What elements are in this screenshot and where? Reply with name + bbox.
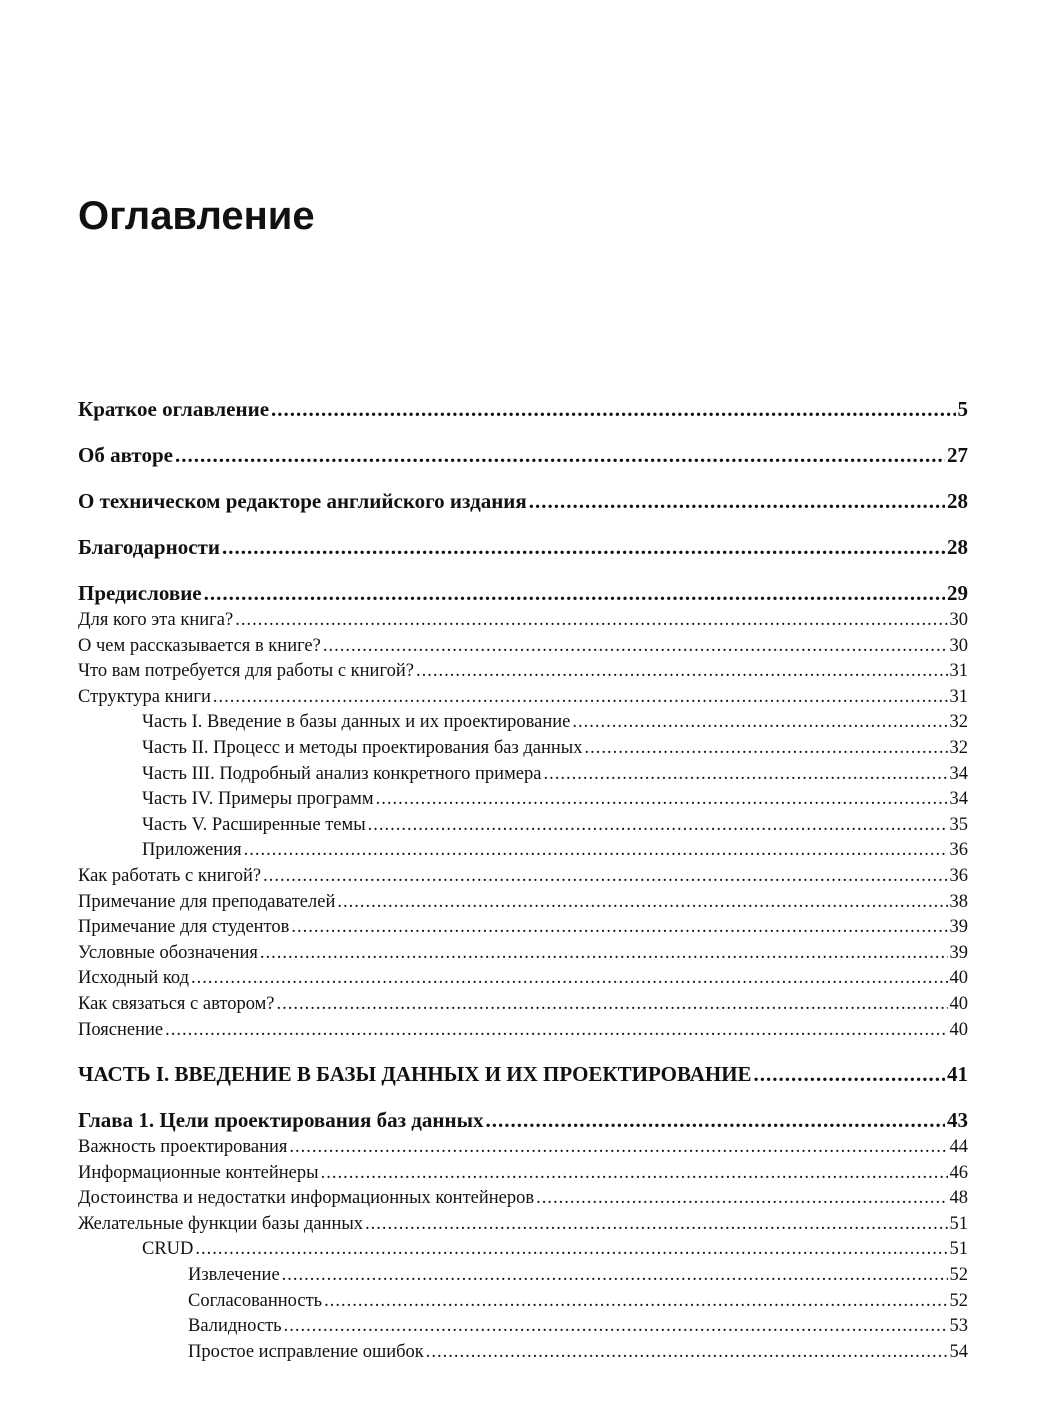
toc-entry-page-number: 52 (949, 1290, 968, 1311)
toc-dot-leader (263, 864, 947, 890)
toc-entry[interactable] (78, 394, 968, 424)
toc-dot-leader (271, 394, 955, 424)
toc-dot-leader (260, 941, 948, 967)
toc-entry[interactable] (78, 440, 968, 470)
toc-entry-page-number: 28 (947, 535, 968, 559)
toc-dot-leader (485, 1105, 945, 1135)
toc-entry-title: Извлечение (188, 1265, 280, 1286)
table-of-contents (78, 394, 968, 1365)
toc-entry-page-number: 30 (949, 610, 968, 630)
toc-entry-page-number: 32 (949, 737, 968, 758)
toc-entry-title: Об авторе (78, 443, 173, 467)
toc-dot-leader (368, 813, 948, 839)
toc-dot-leader (204, 578, 945, 608)
toc-entry[interactable] (78, 1186, 968, 1212)
toc-entry-page-number: 36 (949, 865, 968, 886)
toc-entry-page-number: 48 (949, 1188, 968, 1209)
toc-dot-leader (191, 966, 947, 992)
toc-entry-page-number: 31 (949, 661, 968, 682)
toc-dot-leader (284, 1314, 948, 1340)
page-title: Оглавление (78, 194, 315, 238)
toc-entry[interactable] (78, 608, 968, 634)
toc-entry-page-number: 34 (949, 789, 968, 810)
toc-entry[interactable] (78, 1059, 968, 1089)
toc-entry[interactable] (78, 659, 968, 685)
toc-dot-leader (321, 1161, 948, 1187)
toc-entry[interactable] (78, 1135, 968, 1161)
toc-dot-leader (572, 710, 947, 736)
toc-entry-title: Что вам потребуется для работы с книгой? (78, 661, 414, 682)
toc-entry-title: Желательные функции базы данных (78, 1213, 364, 1234)
toc-dot-leader (213, 685, 948, 711)
toc-dot-leader (324, 1289, 947, 1315)
toc-entry-page-number: 43 (947, 1108, 968, 1133)
toc-entry-title: Согласованность (188, 1290, 323, 1311)
toc-entry-page-number: 52 (949, 1265, 968, 1286)
toc-entry-page-number: 34 (949, 763, 968, 784)
toc-entry-title: Как работать с книгой? (78, 865, 262, 886)
toc-entry-title: Достоинства и недостатки информационных контейнеров (78, 1188, 535, 1209)
toc-entry-page-number: 32 (949, 712, 968, 733)
toc-dot-leader (222, 532, 945, 562)
toc-entry[interactable] (78, 1105, 968, 1135)
toc-entry-title: Предисловие (78, 581, 202, 605)
toc-dot-leader (277, 992, 948, 1018)
toc-entry-title: Примечание для преподавателей (78, 891, 336, 912)
toc-entry[interactable] (78, 1340, 968, 1366)
toc-entry-title: Информационные контейнеры (78, 1162, 319, 1183)
toc-entry-page-number: 51 (949, 1239, 968, 1260)
toc-entry-title: Для кого эта книга? (78, 610, 234, 630)
toc-entry[interactable] (78, 838, 968, 864)
toc-dot-leader (323, 634, 948, 660)
toc-entry[interactable] (78, 966, 968, 992)
toc-entry[interactable] (78, 992, 968, 1018)
toc-dot-leader (165, 1018, 947, 1044)
toc-entry[interactable] (78, 1018, 968, 1044)
toc-entry-page-number: 46 (949, 1162, 968, 1183)
toc-entry[interactable] (78, 1237, 968, 1263)
toc-entry-title: Благодарности (78, 535, 220, 559)
toc-dot-leader (195, 1237, 947, 1263)
toc-entry-page-number: 39 (949, 942, 968, 963)
toc-entry-page-number: 40 (949, 968, 968, 989)
toc-entry-title: Исходный код (78, 968, 190, 989)
toc-dot-leader (282, 1263, 948, 1289)
toc-dot-leader (584, 736, 947, 762)
toc-entry-title: Приложения (142, 840, 242, 861)
toc-entry-title: Часть V. Расширенные темы (142, 814, 366, 835)
toc-entry[interactable] (78, 685, 968, 711)
toc-entry-page-number: 31 (949, 686, 968, 707)
toc-entry[interactable] (78, 762, 968, 788)
toc-dot-leader (244, 838, 948, 864)
toc-entry-page-number: 27 (947, 443, 968, 467)
toc-entry-page-number: 53 (949, 1316, 968, 1337)
toc-entry-title: Краткое оглавление (78, 397, 270, 421)
toc-entry[interactable] (78, 1314, 968, 1340)
toc-dot-leader (416, 659, 948, 685)
toc-entry-title: Часть II. Процесс и методы проектирования баз данных (142, 737, 583, 758)
toc-entry-page-number: 5 (957, 397, 968, 421)
toc-entry-title: ЧАСТЬ I. ВВЕДЕНИЕ В БАЗЫ ДАННЫХ И ИХ ПРОЕКТИРОВАНИЕ (78, 1062, 752, 1087)
toc-entry-title: Часть I. Введение в базы данных и их проектирование (142, 712, 571, 733)
toc-entry[interactable] (78, 578, 968, 608)
toc-entry[interactable] (78, 890, 968, 916)
toc-entry-page-number: 44 (949, 1137, 968, 1158)
toc-dot-leader (426, 1340, 948, 1366)
toc-entry-page-number: 36 (949, 840, 968, 861)
toc-entry-page-number: 35 (949, 814, 968, 835)
toc-entry-title: Часть IV. Примеры программ (142, 789, 374, 810)
toc-entry[interactable] (78, 813, 968, 839)
toc-entry-page-number: 40 (949, 993, 968, 1014)
toc-entry-title: Как связаться с автором? (78, 993, 275, 1014)
toc-dot-leader (543, 762, 947, 788)
toc-entry[interactable] (78, 532, 968, 562)
toc-dot-leader (754, 1059, 945, 1089)
toc-entry[interactable] (78, 634, 968, 660)
toc-entry[interactable] (78, 1212, 968, 1238)
toc-dot-leader (529, 486, 945, 516)
toc-entry-page-number: 28 (947, 489, 968, 513)
toc-entry-title: Примечание для студентов (78, 917, 290, 938)
toc-entry-page-number: 54 (949, 1341, 968, 1362)
toc-entry[interactable] (78, 787, 968, 813)
toc-dot-leader (337, 890, 947, 916)
toc-dot-leader (376, 787, 948, 813)
toc-entry-page-number: 39 (949, 917, 968, 938)
toc-entry-title: Простое исправление ошибок (188, 1341, 424, 1362)
toc-entry[interactable] (78, 941, 968, 967)
toc-entry-title: Пояснение (78, 1019, 164, 1040)
toc-entry[interactable] (78, 864, 968, 890)
toc-entry-title: Важность проектирования (78, 1137, 288, 1158)
toc-entry-page-number: 38 (949, 891, 968, 912)
toc-entry-page-number: 41 (947, 1062, 968, 1087)
toc-entry-title: CRUD (142, 1239, 194, 1260)
toc-entry-title: О чем рассказывается в книге? (78, 635, 321, 656)
toc-entry-title: Глава 1. Цели проектирования баз данных (78, 1108, 484, 1133)
toc-entry[interactable] (78, 710, 968, 736)
toc-entry-title: Структура книги (78, 686, 211, 707)
toc-entry[interactable] (78, 736, 968, 762)
toc-entry-title: Часть III. Подробный анализ конкретного примера (142, 763, 542, 784)
toc-dot-leader (536, 1186, 947, 1212)
toc-dot-leader (289, 1135, 947, 1161)
toc-dot-leader (175, 440, 945, 470)
toc-entry-page-number: 30 (949, 635, 968, 656)
toc-entry-title: О техническом редакторе английского издания (78, 489, 527, 513)
toc-entry-page-number: 51 (949, 1213, 968, 1234)
toc-entry[interactable] (78, 915, 968, 941)
toc-entry-title: Условные обозначения (78, 942, 258, 963)
toc-entry-page-number: 40 (949, 1019, 968, 1040)
toc-dot-leader (365, 1212, 947, 1238)
toc-dot-leader (291, 915, 947, 941)
toc-entry[interactable] (78, 1161, 968, 1187)
toc-entry[interactable] (78, 1263, 968, 1289)
toc-entry-page-number: 29 (947, 581, 968, 605)
toc-entry[interactable] (78, 1289, 968, 1315)
toc-entry[interactable] (78, 486, 968, 516)
toc-dot-leader (235, 608, 947, 634)
toc-entry-title: Валидность (188, 1316, 282, 1337)
